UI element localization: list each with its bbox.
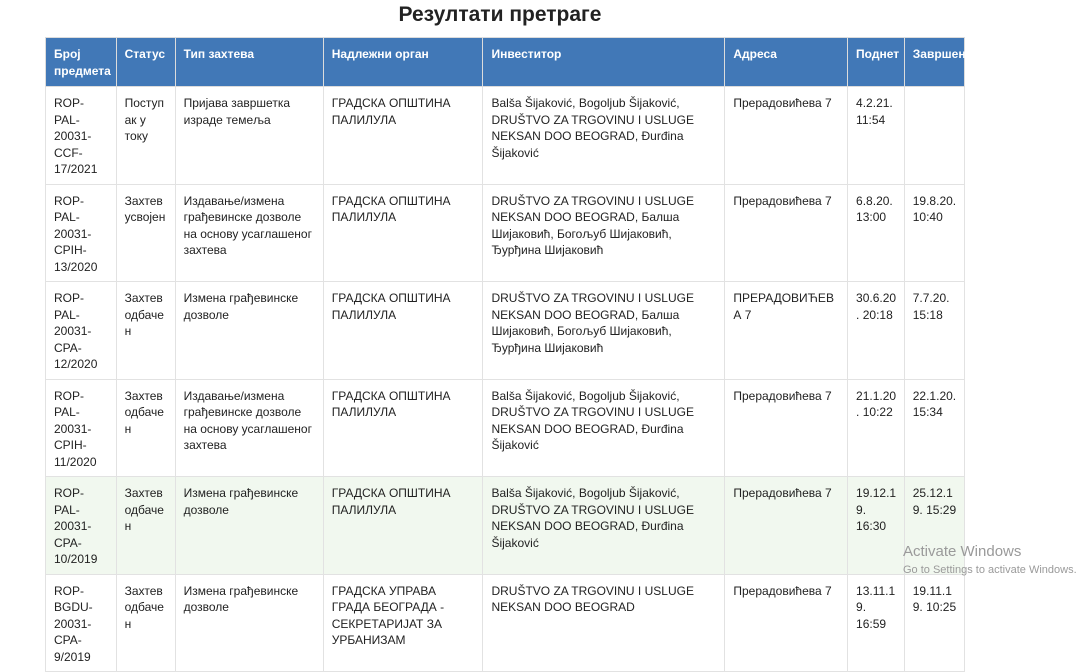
cell-address: Прерадовићева 7	[725, 379, 848, 477]
cell-request-type: Издавање/измена грађевинске дозволе на основу усаглашеног захтева	[175, 184, 323, 282]
cell-request-type: Пријава завршетка израде темеља	[175, 87, 323, 185]
cell-investor: DRUŠTVO ZA TRGOVINU I USLUGE NEKSAN DOO BEOGRAD, Балша Шијаковић, Богољуб Шијаковић, Ђурђина Шијаковић	[483, 184, 725, 282]
header-completed[interactable]: Завршен	[904, 38, 964, 87]
cell-authority: ГРАДСКА ОПШТИНА ПАЛИЛУЛА	[323, 184, 483, 282]
cell-status: Поступак у току	[116, 87, 175, 185]
cell-investor: DRUŠTVO ZA TRGOVINU I USLUGE NEKSAN DOO BEOGRAD, Балша Шијаковић, Богољуб Шијаковић, Ђурђина Шијаковић	[483, 282, 725, 380]
cell-status: Захтев одбачен	[116, 379, 175, 477]
cell-authority: ГРАДСКА УПРАВА ГРАДА БЕОГРАДА - СЕКРЕТАРИЈАТ ЗА УРБАНИЗАМ	[323, 574, 483, 672]
results-table	[45, 37, 965, 672]
cell-completed: 25.12.19. 15:29	[904, 477, 964, 575]
header-authority[interactable]: Надлежни орган	[323, 38, 483, 87]
cell-submitted: 6.8.20. 13:00	[848, 184, 905, 282]
cell-submitted: 4.2.21. 11:54	[848, 87, 905, 185]
cell-investor: Balša Šijaković, Bogoljub Šijaković, DRUŠTVO ZA TRGOVINU I USLUGE NEKSAN DOO BEOGRAD, Đurđina Šijaković	[483, 379, 725, 477]
cell-submitted: 13.11.19. 16:59	[848, 574, 905, 672]
header-request-type[interactable]: Тип захтева	[175, 38, 323, 87]
header-submitted[interactable]: Поднет	[848, 38, 905, 87]
cell-investor: Balša Šijaković, Bogoljub Šijaković, DRUŠTVO ZA TRGOVINU I USLUGE NEKSAN DOO BEOGRAD, Đurđina Šijaković	[483, 477, 725, 575]
cell-request-type: Измена грађевинске дозволе	[175, 574, 323, 672]
cell-completed: 19.8.20. 10:40	[904, 184, 964, 282]
table-row[interactable]	[46, 87, 965, 185]
cell-authority: ГРАДСКА ОПШТИНА ПАЛИЛУЛА	[323, 379, 483, 477]
header-address[interactable]: Адреса	[725, 38, 848, 87]
cell-submitted: 21.1.20. 10:22	[848, 379, 905, 477]
cell-investor: DRUŠTVO ZA TRGOVINU I USLUGE NEKSAN DOO BEOGRAD	[483, 574, 725, 672]
cell-status: Захтев одбачен	[116, 282, 175, 380]
table-row[interactable]	[46, 379, 965, 477]
table-row[interactable]	[46, 574, 965, 672]
cell-authority: ГРАДСКА ОПШТИНА ПАЛИЛУЛА	[323, 282, 483, 380]
cell-authority: ГРАДСКА ОПШТИНА ПАЛИЛУЛА	[323, 477, 483, 575]
cell-completed: 19.11.19. 10:25	[904, 574, 964, 672]
cell-submitted: 30.6.20. 20:18	[848, 282, 905, 380]
header-case-number[interactable]: Број предмета	[46, 38, 117, 87]
cell-status: Захтев одбачен	[116, 477, 175, 575]
cell-case-number: ROP-PAL-20031-CPA-10/2019	[46, 477, 117, 575]
cell-completed	[904, 87, 964, 185]
cell-completed: 22.1.20. 15:34	[904, 379, 964, 477]
cell-request-type: Измена грађевинске дозволе	[175, 477, 323, 575]
cell-status: Захтев одбачен	[116, 574, 175, 672]
table-row[interactable]	[46, 282, 965, 380]
table-row[interactable]	[46, 184, 965, 282]
cell-address: Прерадовићева 7	[725, 574, 848, 672]
header-status[interactable]: Статус	[116, 38, 175, 87]
page-title: Резултати претраге	[398, 3, 602, 26]
header-investor[interactable]: Инвеститор	[483, 38, 725, 87]
watermark-subtitle: Go to Settings to activate Windows.	[903, 564, 1077, 576]
cell-case-number: ROP-PAL-20031-CPIH-13/2020	[46, 184, 117, 282]
table-row-hovered[interactable]	[46, 477, 965, 575]
cell-request-type: Издавање/измена грађевинске дозволе на основу усаглашеног захтева	[175, 379, 323, 477]
cell-address: Прерадовићева 7	[725, 477, 848, 575]
cell-address: Прерадовићева 7	[725, 184, 848, 282]
cell-authority: ГРАДСКА ОПШТИНА ПАЛИЛУЛА	[323, 87, 483, 185]
cell-address: ПРЕРАДОВИЋЕВА 7	[725, 282, 848, 380]
watermark-title: Activate Windows	[903, 543, 1022, 560]
table-header-row	[46, 38, 965, 87]
cell-address: Прерадовићева 7	[725, 87, 848, 185]
activate-windows-watermark	[903, 542, 1077, 578]
cell-case-number: ROP-PAL-20031-CCF-17/2021	[46, 87, 117, 185]
cell-case-number: ROP-PAL-20031-CPIH-11/2020	[46, 379, 117, 477]
cell-submitted: 19.12.19. 16:30	[848, 477, 905, 575]
cell-investor: Balša Šijaković, Bogoljub Šijaković, DRUŠTVO ZA TRGOVINU I USLUGE NEKSAN DOO BEOGRAD, Đurđina Šijaković	[483, 87, 725, 185]
cell-case-number: ROP-BGDU-20031-CPA-9/2019	[46, 574, 117, 672]
cell-status: Захтев усвојен	[116, 184, 175, 282]
cell-completed: 7.7.20. 15:18	[904, 282, 964, 380]
cell-case-number: ROP-PAL-20031-CPA-12/2020	[46, 282, 117, 380]
cell-request-type: Измена грађевинске дозволе	[175, 282, 323, 380]
